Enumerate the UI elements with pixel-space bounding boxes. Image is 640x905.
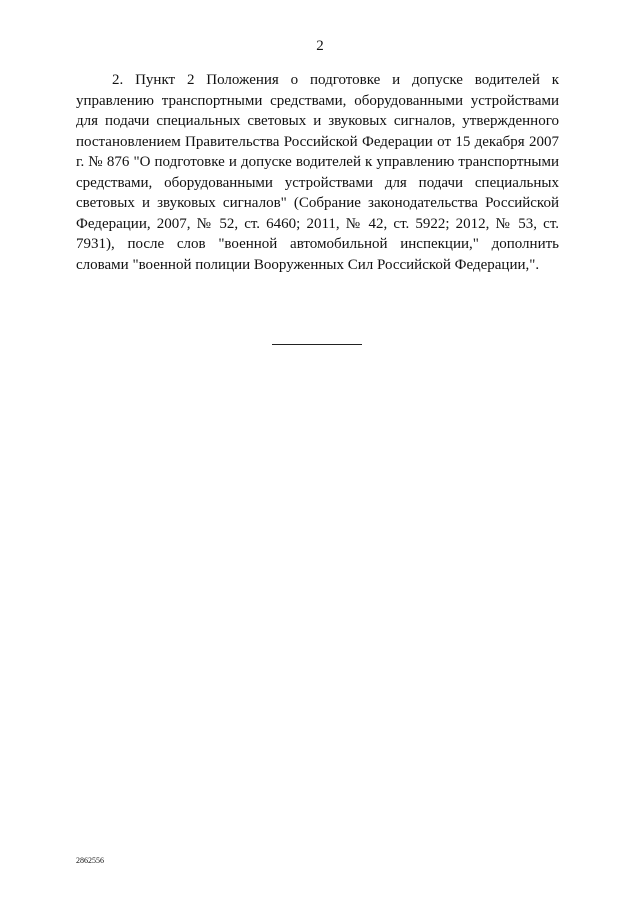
end-divider-line <box>272 344 362 345</box>
page-number: 2 <box>316 38 324 54</box>
document-code: 2862556 <box>76 856 104 865</box>
paragraph-amendment: 2. Пункт 2 Положения о подготовке и допуске водителей к управлению транспортными средствами, оборудованными устройствами для подачи специальных световых и звуковых сигналов, утвержденного постановлением Правительства Российской Федерации от 15 декабря 2007 г. № 876 "О подготовке и допуске водителей к управлению транспортными средствами, оборудованными устройствами для подачи специальных световых и звуковых сигналов" (Собрание законодательства Российской Федерации, 2007, № 52, ст. 6460; 2011, № 42, ст. 5922; 2012, № 53, ст. 7931), после слов "военной автомобильной инспекции," дополнить словами "военной полиции Вооруженных Сил Российской Федерации,". <box>76 72 559 273</box>
document-body <box>76 70 559 275</box>
